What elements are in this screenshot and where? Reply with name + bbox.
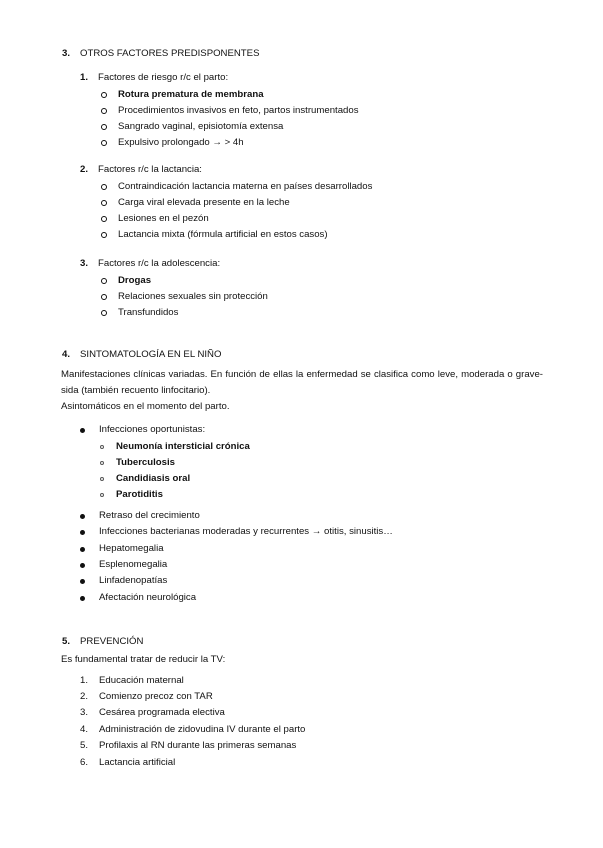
circle-bullet-icon [101,232,107,238]
item-number: 5. [80,740,89,751]
list-item: Tuberculosis [116,457,175,468]
circle-bullet-icon [101,184,107,190]
item-number: 1. [80,675,89,686]
circle-bullet-icon [101,108,107,114]
bullet-dot-icon [80,514,85,519]
group-1-number: 1. [80,72,89,83]
list-item: Drogas [118,275,152,286]
section-5-title: PREVENCIÓN [80,636,144,647]
item-number: 4. [80,724,89,735]
group-3-number: 3. [80,258,89,269]
small-circle-bullet-icon [100,493,104,497]
list-item: Profilaxis al RN durante las primeras semanas [99,740,297,751]
list-item: Hepatomegalia [99,543,164,554]
section-4-title: SINTOMATOLOGÍA EN EL NIÑO [80,349,222,360]
circle-bullet-icon [101,216,107,222]
list-item: Procedimientos invasivos en feto, partos instrumentados [118,105,359,116]
section-4-number: 4. [62,349,71,360]
list-item: Parotiditis [116,489,163,500]
circle-bullet-icon [101,124,107,130]
section-5-number: 5. [62,636,71,647]
circle-bullet-icon [101,294,107,300]
prevention-intro: Es fundamental tratar de reducir la TV: [61,654,226,665]
small-circle-bullet-icon [100,461,104,465]
list-item: Contraindicación lactancia materna en países desarrollados [118,181,373,192]
circle-bullet-icon [101,140,107,146]
bullet-dot-icon [80,547,85,552]
list-item: Candidiasis oral [116,473,191,484]
list-item: Afectación neurológica [99,592,197,603]
list-item: Lactancia artificial [99,757,176,768]
item-number: 2. [80,691,89,702]
item-number: 6. [80,757,89,768]
list-item: Lactancia mixta (fórmula artificial en estos casos) [118,229,328,240]
item-number: 3. [80,707,89,718]
list-item: Cesárea programada electiva [99,707,225,718]
list-item: Linfadenopatías [99,575,168,586]
intro-paragraph: Manifestaciones clínicas variadas. En función de ellas la enfermedad se clasifica como leve, moderada o grave-sida (también recuento linfocitario). [61,369,543,396]
circle-bullet-icon [101,200,107,206]
bullet-dot-icon [80,530,85,535]
circle-bullet-icon [101,310,107,316]
bullet-dot-icon [80,428,85,433]
list-item: Comienzo precoz con TAR [99,691,213,702]
circle-bullet-icon [101,92,107,98]
group-2-number: 2. [80,164,89,175]
section-3-title: OTROS FACTORES PREDISPONENTES [80,48,260,59]
list-item: Neumonía intersticial crónica [116,441,250,452]
list-item: Sangrado vaginal, episiotomía extensa [118,121,284,132]
asymptomatic-note: Asintomáticos en el momento del parto. [61,401,230,412]
list-item: Educación maternal [99,675,184,686]
infections-title: Infecciones oportunistas: [99,424,206,435]
list-item: Esplenomegalia [99,559,168,570]
list-item: Administración de zidovudina IV durante el parto [99,724,306,735]
list-item: Infecciones bacterianas moderadas y recurrentes → otitis, sinusitis… [99,526,393,537]
list-item: Retraso del crecimiento [99,510,200,521]
list-item: Lesiones en el pezón [118,213,209,224]
group-2-title: Factores r/c la lactancia: [98,164,202,175]
section-3-number: 3. [62,48,71,59]
bullet-dot-icon [80,596,85,601]
bullet-dot-icon [80,563,85,568]
circle-bullet-icon [101,278,107,284]
list-item: Rotura prematura de membrana [118,89,264,100]
small-circle-bullet-icon [100,477,104,481]
list-item: Transfundidos [118,307,179,318]
list-item: Carga viral elevada presente en la leche [118,197,290,208]
list-item: Expulsivo prolongado → > 4h [118,137,244,148]
group-3-title: Factores r/c la adolescencia: [98,258,221,269]
bullet-dot-icon [80,579,85,584]
small-circle-bullet-icon [100,445,104,449]
group-1-title: Factores de riesgo r/c el parto: [98,72,229,83]
list-item: Relaciones sexuales sin protección [118,291,268,302]
